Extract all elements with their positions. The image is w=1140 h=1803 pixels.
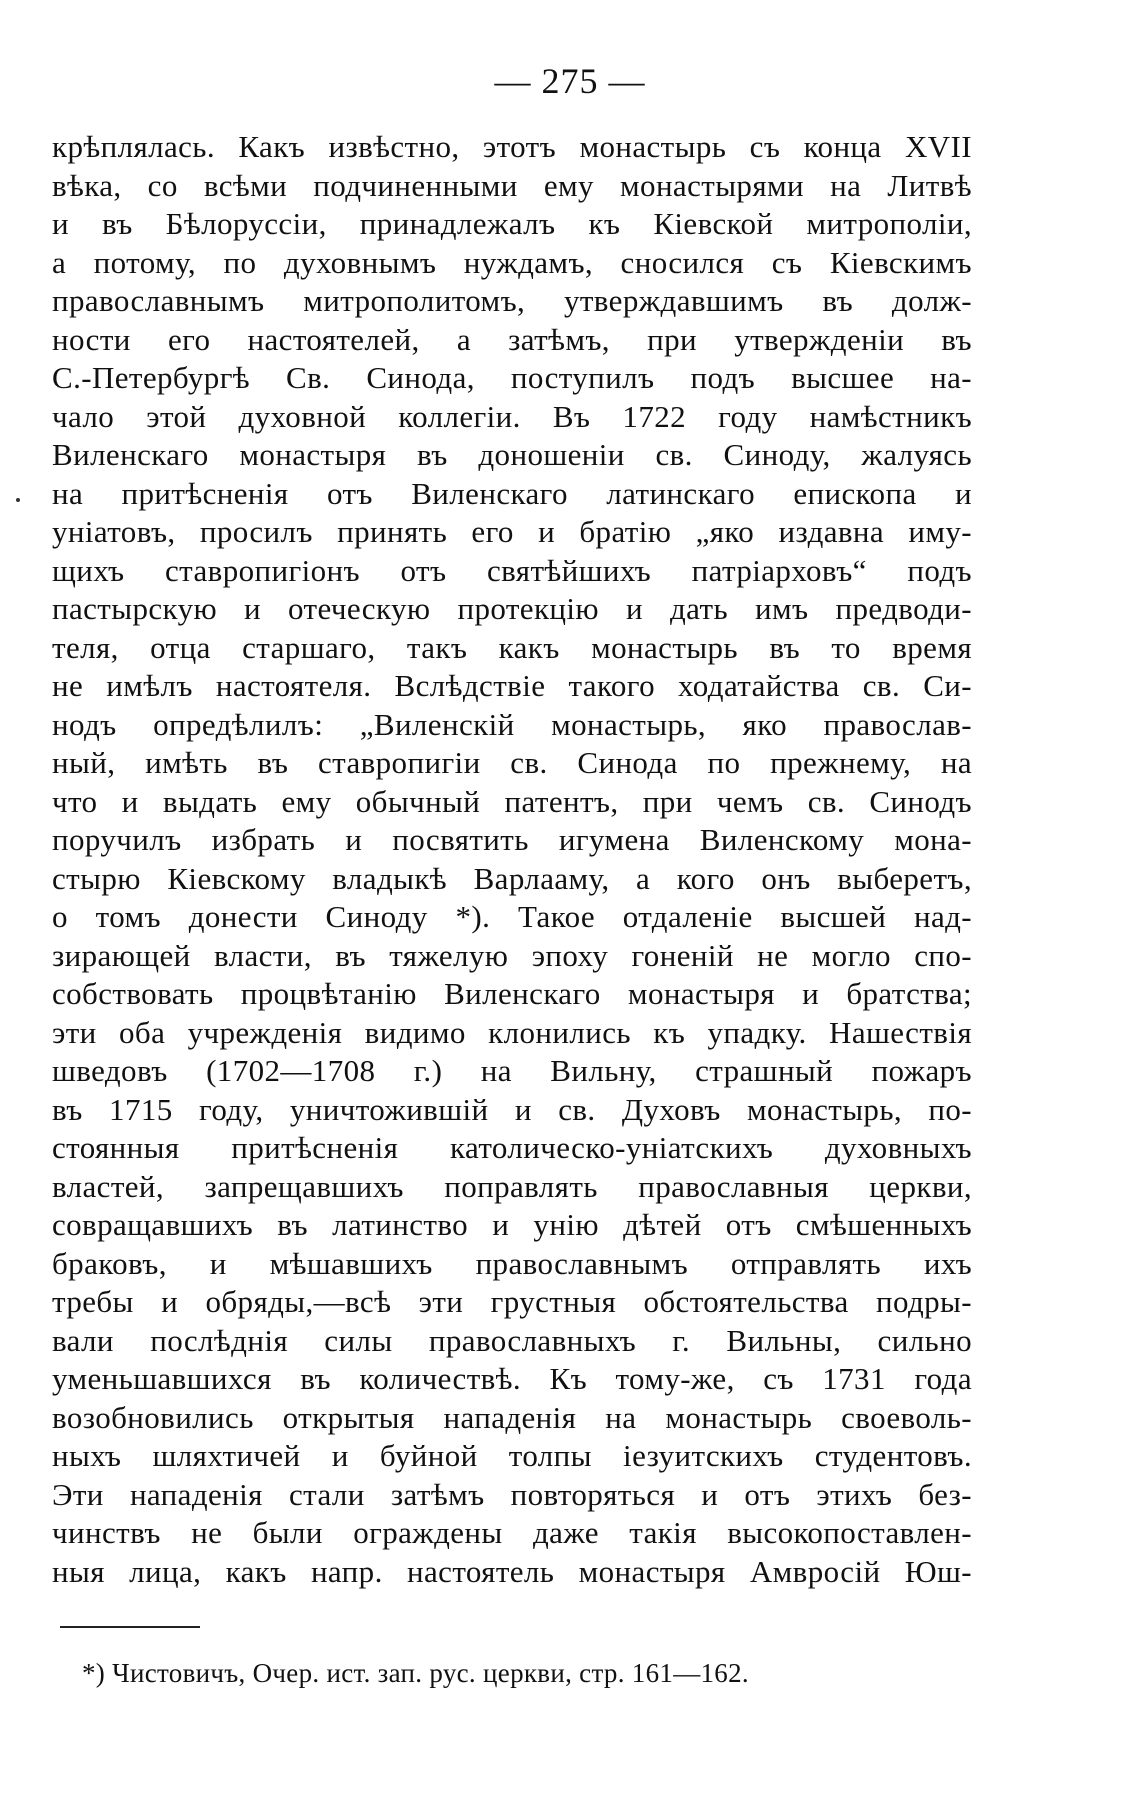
- text-line: о томъ донести Синоду *). Такое отдаленіе высшей над-: [52, 899, 972, 934]
- text-line: вали послѣднія силы православныхъ г. Вильны, сильно: [52, 1322, 972, 1358]
- text-line: и въ Бѣлоруссіи, принадлежалъ къ Кіевской митрополіи,: [52, 206, 972, 241]
- text-line: собствовать процвѣтанію Виленскаго монастыря и братства;: [52, 976, 972, 1011]
- text-line: браковъ, и мѣшавшихъ православнымъ отправлять ихъ: [52, 1245, 972, 1281]
- text-line: что и выдать ему обычный патентъ, при чемъ св. Синодъ: [52, 783, 972, 819]
- text-line: крѣплялась. Какъ извѣстно, этотъ монастырь съ конца XVII: [52, 129, 972, 164]
- text-line: нодъ опредѣлилъ: „Виленскій монастырь, яко православ-: [52, 706, 972, 742]
- page-number: — 275 —: [494, 61, 646, 101]
- text-line: ныя лица, какъ напр. настоятель монастыря Амвросій Юш-: [52, 1553, 972, 1589]
- text-line: властей, запрещавшихъ поправлять православныя церкви,: [52, 1168, 972, 1204]
- text-line: не имѣлъ настоятеля. Вслѣдствіе такого ходатайства св. Си-: [52, 668, 972, 703]
- text-line: теля, отца старшаго, такъ какъ монастырь въ то время: [52, 629, 972, 665]
- text-line: возобновились открытыя нападенія на монастырь своеволь-: [52, 1399, 972, 1435]
- text-line: ныхъ шляхтичей и буйной толпы іезуитскихъ студентовъ.: [52, 1438, 972, 1473]
- text-line: стоянныя притѣсненія католическо-уніатскихъ духовныхъ: [52, 1130, 972, 1165]
- footnote: *) Чистовичъ, Очер. ист. зап. рус. церкви, стр. 161—162.: [82, 1658, 749, 1688]
- margin-speck: [16, 498, 20, 502]
- text-line: зирающей власти, въ тяжелую эпоху гоненій не могло спо-: [52, 937, 972, 973]
- text-line: чинствъ не были ограждены даже такія высокопоставлен-: [52, 1515, 972, 1550]
- text-line: шведовъ (1702—1708 г.) на Вильну, страшный пожаръ: [52, 1053, 972, 1088]
- text-line: на притѣсненія отъ Виленскаго латинскаго епископа и: [52, 475, 972, 511]
- text-line: стырю Кіевскому владыкѣ Варлааму, а кого онъ выберетъ,: [52, 860, 972, 896]
- main-text-block: [52, 128, 972, 1591]
- text-line: уніатовъ, просилъ принять его и братію „яко издавна иму-: [52, 514, 972, 549]
- text-line: поручилъ избрать и посвятить игумена Виленскому мона-: [52, 822, 972, 857]
- footnote-separator: [60, 1626, 200, 1628]
- text-line: чало этой духовной коллегіи. Въ 1722 году намѣстникъ: [52, 398, 972, 434]
- text-line: совращавшихъ въ латинство и унію дѣтей отъ смѣшенныхъ: [52, 1207, 972, 1242]
- text-line: въ 1715 году, уничтожившій и св. Духовъ монастырь, по-: [52, 1091, 972, 1127]
- text-line: Виленскаго монастыря въ доношеніи св. Синоду, жалуясь: [52, 437, 972, 472]
- text-line: православнымъ митрополитомъ, утверждавшимъ въ долж-: [52, 283, 972, 318]
- text-line: Эти нападенія стали затѣмъ повторяться и отъ этихъ без-: [52, 1476, 972, 1512]
- text-line: С.-Петербургѣ Св. Синода, поступилъ подъ высшее на-: [52, 360, 972, 395]
- text-line: ный, имѣть въ ставропигіи св. Синода по прежнему, на: [52, 745, 972, 780]
- text-line: а потому, по духовнымъ нуждамъ, сносился съ Кіевскимъ: [52, 244, 972, 280]
- text-line: эти оба учрежденія видимо клонились къ упадку. Нашествія: [52, 1014, 972, 1050]
- text-line: уменьшавшихся въ количествѣ. Къ тому-же, съ 1731 года: [52, 1361, 972, 1396]
- text-line: ности его настоятелей, а затѣмъ, при утвержденіи въ: [52, 321, 972, 357]
- text-line: вѣка, со всѣми подчиненными ему монастырями на Литвѣ: [52, 167, 972, 203]
- text-line: щихъ ставропигіонъ отъ святѣйшихъ патріарховъ“ подъ: [52, 552, 972, 588]
- text-line: требы и обряды,—всѣ эти грустныя обстоятельства подры-: [52, 1284, 972, 1319]
- text-line: пастырскую и отеческую протекцію и дать имъ предводи-: [52, 591, 972, 626]
